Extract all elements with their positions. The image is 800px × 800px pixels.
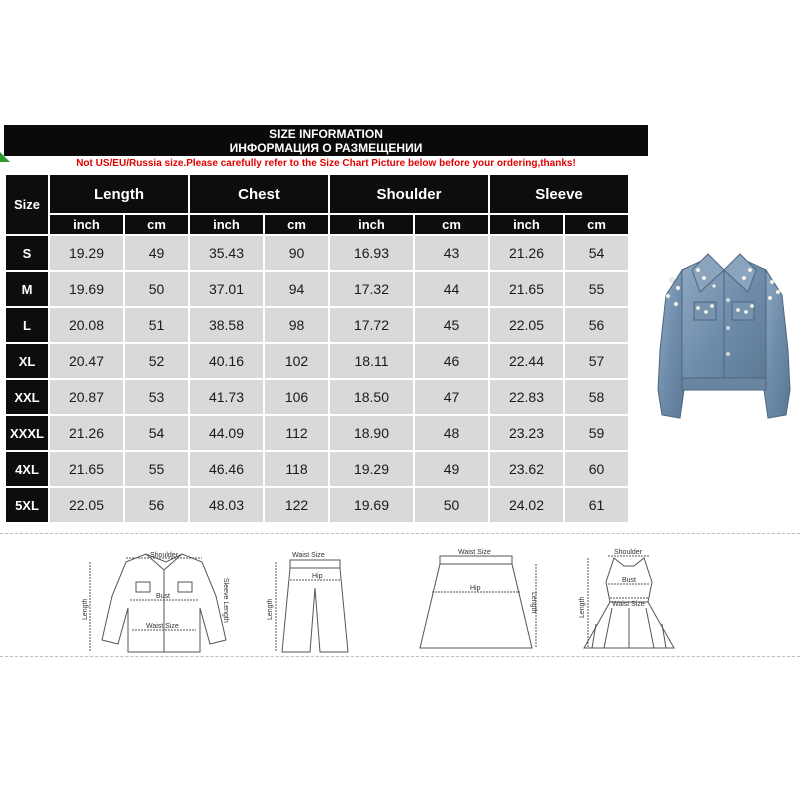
size-column-header: Size <box>6 175 48 234</box>
waist-label: Waist Size <box>612 601 645 608</box>
length-label: Length <box>530 592 537 614</box>
size-label: XL <box>6 344 48 378</box>
divider <box>0 656 800 657</box>
size-label: 4XL <box>6 452 48 486</box>
table-cell: 56 <box>125 488 188 522</box>
table-cell: 51 <box>125 308 188 342</box>
size-label: XXXL <box>6 416 48 450</box>
table-cell: 54 <box>565 236 628 270</box>
table-cell: 41.73 <box>190 380 263 414</box>
table-cell: 24.02 <box>490 488 563 522</box>
table-cell: 20.87 <box>50 380 123 414</box>
table-cell: 37.01 <box>190 272 263 306</box>
table-cell: 21.26 <box>50 416 123 450</box>
table-cell: 49 <box>415 452 488 486</box>
length-cm-header: cm <box>125 215 188 234</box>
skirt-measurement-diagram <box>420 556 536 648</box>
sleeve-inch-header: inch <box>490 215 563 234</box>
table-cell: 53 <box>125 380 188 414</box>
title-english: SIZE INFORMATION <box>269 127 383 141</box>
table-cell: 60 <box>565 452 628 486</box>
table-cell: 23.62 <box>490 452 563 486</box>
table-cell: 44.09 <box>190 416 263 450</box>
size-information-header <box>4 125 648 156</box>
table-row <box>6 416 628 450</box>
shoulder-cm-header: cm <box>415 215 488 234</box>
chest-cm-header: cm <box>265 215 328 234</box>
table-cell: 45 <box>415 308 488 342</box>
table-row <box>6 236 628 270</box>
table-cell: 19.29 <box>330 452 413 486</box>
divider <box>0 533 800 534</box>
denim-jacket-photo <box>652 240 796 430</box>
chest-header: Chest <box>190 175 328 213</box>
hip-label: Hip <box>470 585 481 592</box>
table-cell: 112 <box>265 416 328 450</box>
chest-inch-header: inch <box>190 215 263 234</box>
table-cell: 46.46 <box>190 452 263 486</box>
table-row <box>6 308 628 342</box>
table-cell: 22.44 <box>490 344 563 378</box>
table-cell: 58 <box>565 380 628 414</box>
table-cell: 55 <box>125 452 188 486</box>
table-row <box>6 488 628 522</box>
length-label: Length <box>579 596 586 618</box>
table-cell: 19.69 <box>50 272 123 306</box>
table-cell: 18.90 <box>330 416 413 450</box>
table-cell: 19.29 <box>50 236 123 270</box>
sleeve-cm-header: cm <box>565 215 628 234</box>
sleeve-length-label: Sleeve Length <box>222 578 229 623</box>
table-cell: 56 <box>565 308 628 342</box>
size-label: XXL <box>6 380 48 414</box>
table-cell: 21.26 <box>490 236 563 270</box>
table-row <box>6 452 628 486</box>
table-cell: 18.50 <box>330 380 413 414</box>
shoulder-inch-header: inch <box>330 215 413 234</box>
table-cell: 21.65 <box>490 272 563 306</box>
table-cell: 61 <box>565 488 628 522</box>
table-cell: 17.32 <box>330 272 413 306</box>
size-notice: Not US/EU/Russia size.Please carefully refer to the Size Chart Picture below before your ordering,thanks! <box>76 158 576 169</box>
table-cell: 22.83 <box>490 380 563 414</box>
table-cell: 102 <box>265 344 328 378</box>
title-russian: ИНФОРМАЦИЯ О РАЗМЕЩЕНИИ <box>229 141 423 155</box>
size-chart-table <box>4 173 630 524</box>
length-header: Length <box>50 175 188 213</box>
table-cell: 50 <box>125 272 188 306</box>
table-cell: 122 <box>265 488 328 522</box>
table-cell: 90 <box>265 236 328 270</box>
bust-label: Bust <box>622 577 637 584</box>
table-cell: 21.65 <box>50 452 123 486</box>
waist-label: Waist Size <box>292 552 325 559</box>
table-cell: 47 <box>415 380 488 414</box>
table-cell: 50 <box>415 488 488 522</box>
waist-label: Waist Size <box>458 549 491 556</box>
size-label: M <box>6 272 48 306</box>
table-cell: 106 <box>265 380 328 414</box>
table-cell: 22.05 <box>490 308 563 342</box>
table-cell: 18.11 <box>330 344 413 378</box>
table-row <box>6 344 628 378</box>
pants-measurement-diagram <box>262 548 362 656</box>
table-cell: 49 <box>125 236 188 270</box>
length-label: Length <box>267 598 274 620</box>
table-cell: 48.03 <box>190 488 263 522</box>
size-label: 5XL <box>6 488 48 522</box>
table-cell: 20.08 <box>50 308 123 342</box>
table-cell: 38.58 <box>190 308 263 342</box>
table-cell: 54 <box>125 416 188 450</box>
table-cell: 44 <box>415 272 488 306</box>
size-label: L <box>6 308 48 342</box>
table-cell: 22.05 <box>50 488 123 522</box>
table-cell: 94 <box>265 272 328 306</box>
table-cell: 118 <box>265 452 328 486</box>
table-cell: 40.16 <box>190 344 263 378</box>
jacket-measurement-diagram <box>78 548 248 656</box>
table-row <box>6 272 628 306</box>
table-cell: 55 <box>565 272 628 306</box>
shoulder-header: Shoulder <box>330 175 488 213</box>
table-cell: 20.47 <box>50 344 123 378</box>
table-row <box>6 380 628 414</box>
table-cell: 48 <box>415 416 488 450</box>
table-cell: 17.72 <box>330 308 413 342</box>
table-cell: 19.69 <box>330 488 413 522</box>
table-cell: 98 <box>265 308 328 342</box>
table-cell: 59 <box>565 416 628 450</box>
size-label: S <box>6 236 48 270</box>
table-cell: 35.43 <box>190 236 263 270</box>
hip-label: Hip <box>312 573 323 580</box>
sleeve-header: Sleeve <box>490 175 628 213</box>
shoulder-label: Shoulder <box>150 552 179 559</box>
table-cell: 43 <box>415 236 488 270</box>
table-cell: 57 <box>565 344 628 378</box>
shoulder-label: Shoulder <box>614 549 643 556</box>
table-cell: 23.23 <box>490 416 563 450</box>
length-label: Length <box>82 598 89 620</box>
table-cell: 52 <box>125 344 188 378</box>
waist-label: Waist Size <box>146 623 179 630</box>
table-cell: 46 <box>415 344 488 378</box>
bust-label: Bust <box>156 593 171 600</box>
table-cell: 16.93 <box>330 236 413 270</box>
length-inch-header: inch <box>50 215 123 234</box>
